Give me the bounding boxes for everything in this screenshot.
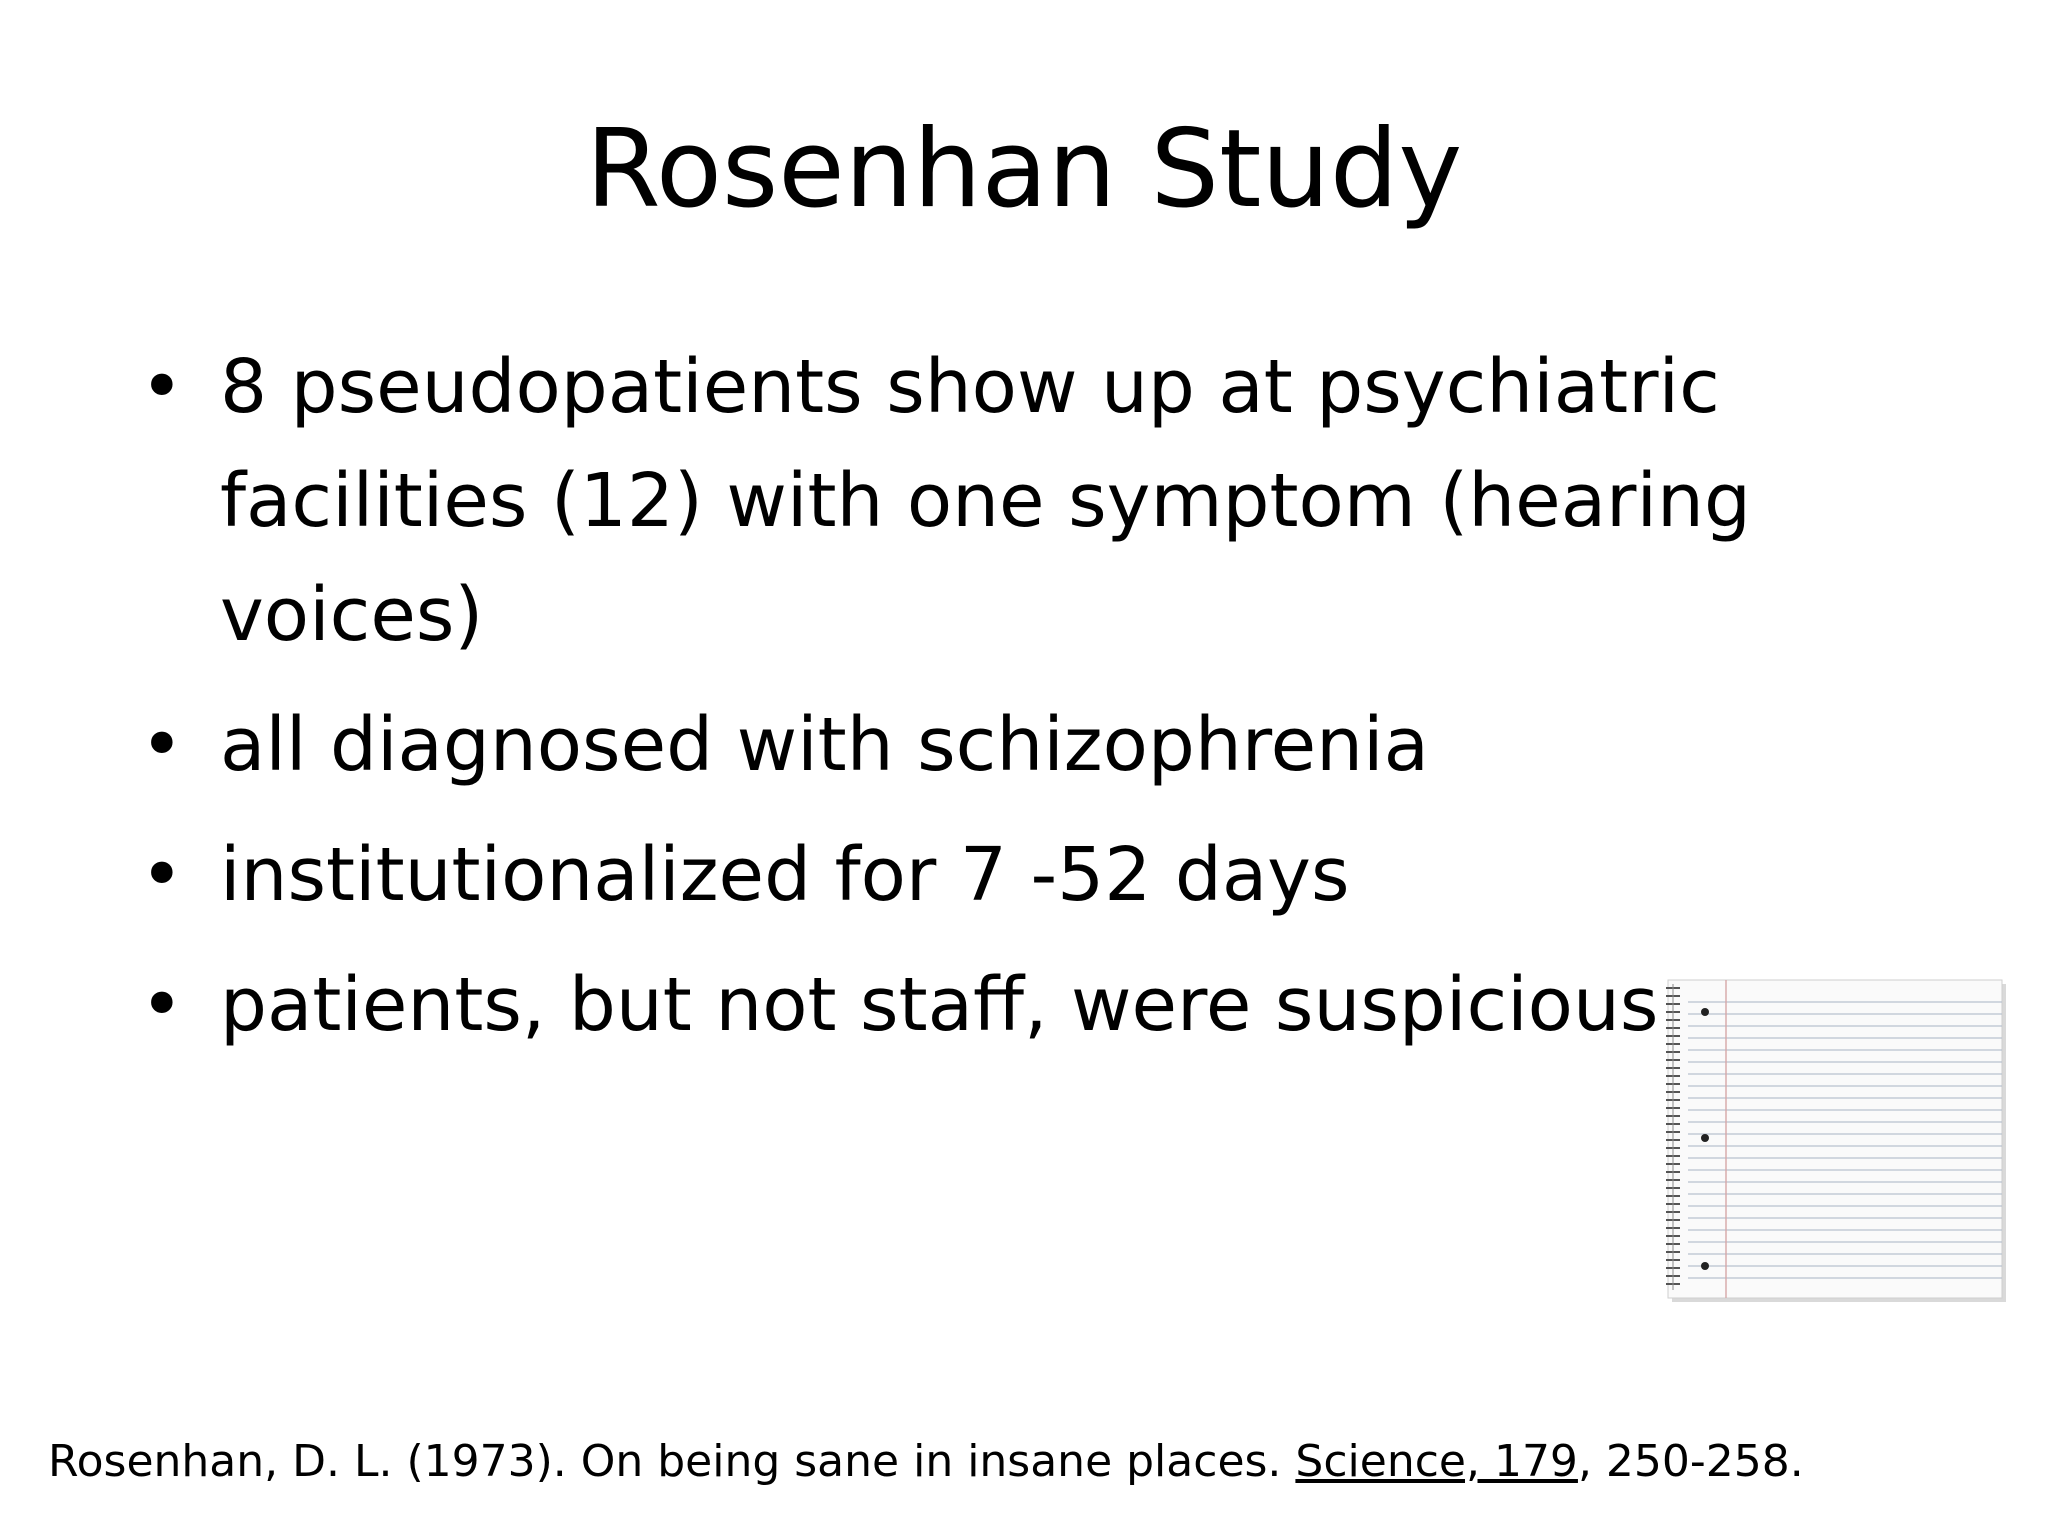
bullet-text: institutionalized for 7 -52 days	[220, 832, 1350, 918]
slide-title: Rosenhan Study	[585, 107, 1463, 232]
bullet-item	[140, 330, 1780, 672]
bullet-dot: •	[140, 702, 184, 788]
bullet-text: all diagnosed with schizophrenia	[220, 702, 1429, 788]
bullet-dot: •	[140, 344, 184, 430]
bullet-item	[140, 948, 1780, 1062]
bullet-text: 8 pseudopatients show up at psychiatric facilities (12) with one symptom (hearing voices)	[220, 344, 1751, 658]
citation-suffix: , 250-258.	[1577, 1436, 1804, 1487]
citation-journal: Science, 179	[1295, 1436, 1578, 1487]
citation-prefix: Rosenhan, D. L. (1973). On being sane in insane places.	[48, 1436, 1296, 1487]
bullet-dot: •	[140, 832, 184, 918]
bullet-list	[140, 330, 1780, 1078]
bullet-item	[140, 688, 1780, 802]
bullet-item	[140, 818, 1780, 932]
bullet-text: patients, but not staff, were suspicious	[220, 962, 1659, 1048]
citation	[48, 1432, 1804, 1492]
spiral-notebook-icon	[1658, 978, 2008, 1303]
bullet-dot: •	[140, 962, 184, 1048]
